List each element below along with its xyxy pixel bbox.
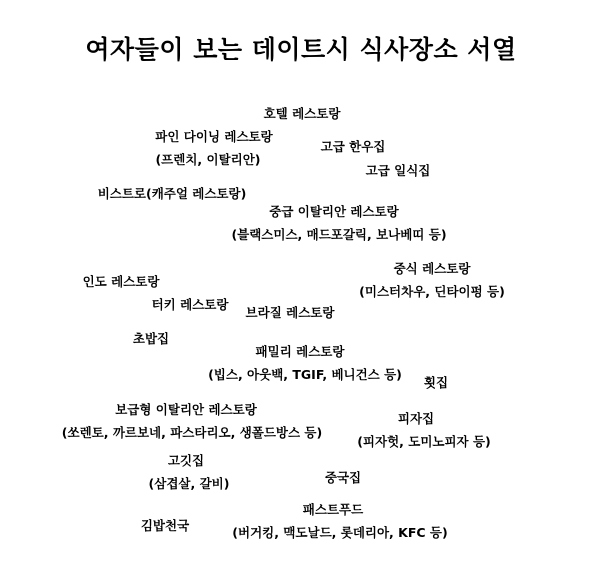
label-fine-dining: 파인 다이닝 레스토랑 — [155, 129, 273, 144]
label-premium-japanese: 고급 일식집 — [365, 163, 431, 178]
label-turkish-restaurant: 터키 레스토랑 — [151, 297, 229, 312]
label-bbq-examples: (삼겹살, 갈비) — [148, 476, 230, 491]
label-budget-italian: 보급형 이탈리안 레스토랑 — [115, 402, 257, 417]
page-title: 여자들이 보는 데이트시 식사장소 서열 — [85, 35, 517, 64]
label-chinese-restaurant: 중식 레스토랑 — [393, 261, 471, 276]
label-gimbap-cheonguk: 김밥천국 — [140, 518, 190, 533]
label-fine-dining-examples: (프렌치, 이탈리안) — [155, 152, 261, 167]
label-fast-food-examples: (버거킹, 맥도날드, 롯데리아, KFC 등) — [232, 525, 448, 540]
label-family-restaurant-examples: (빕스, 아웃백, TGIF, 베니건스 등) — [208, 367, 402, 382]
label-hotel-restaurant: 호텔 레스토랑 — [263, 106, 341, 121]
label-bbq: 고깃집 — [167, 453, 205, 468]
label-mid-italian-examples: (블랙스미스, 매드포갈릭, 보나베띠 등) — [231, 227, 447, 242]
label-budget-italian-examples: (쏘렌토, 까르보네, 파스타리오, 생폴드방스 등) — [61, 425, 323, 440]
label-indian-restaurant: 인도 레스토랑 — [82, 274, 160, 289]
label-mid-italian: 중급 이탈리안 레스토랑 — [269, 204, 399, 219]
label-bistro: 비스트로(캐주얼 레스토랑) — [97, 186, 247, 201]
label-sushi: 초밥집 — [132, 331, 170, 346]
label-chinese-restaurant-examples: (미스터차우, 딘타이펑 등) — [359, 284, 505, 299]
label-sashimi: 횟집 — [423, 375, 449, 390]
label-fast-food: 패스트푸드 — [302, 502, 364, 517]
label-pizza-examples: (피자헛, 도미노피자 등) — [357, 434, 491, 449]
label-pizza: 피자집 — [397, 411, 435, 426]
label-family-restaurant: 패밀리 레스토랑 — [255, 344, 345, 359]
label-brazilian-restaurant: 브라질 레스토랑 — [245, 305, 335, 320]
label-chinese-takeout: 중국집 — [324, 470, 362, 485]
label-premium-hanwoo: 고급 한우집 — [320, 139, 386, 154]
